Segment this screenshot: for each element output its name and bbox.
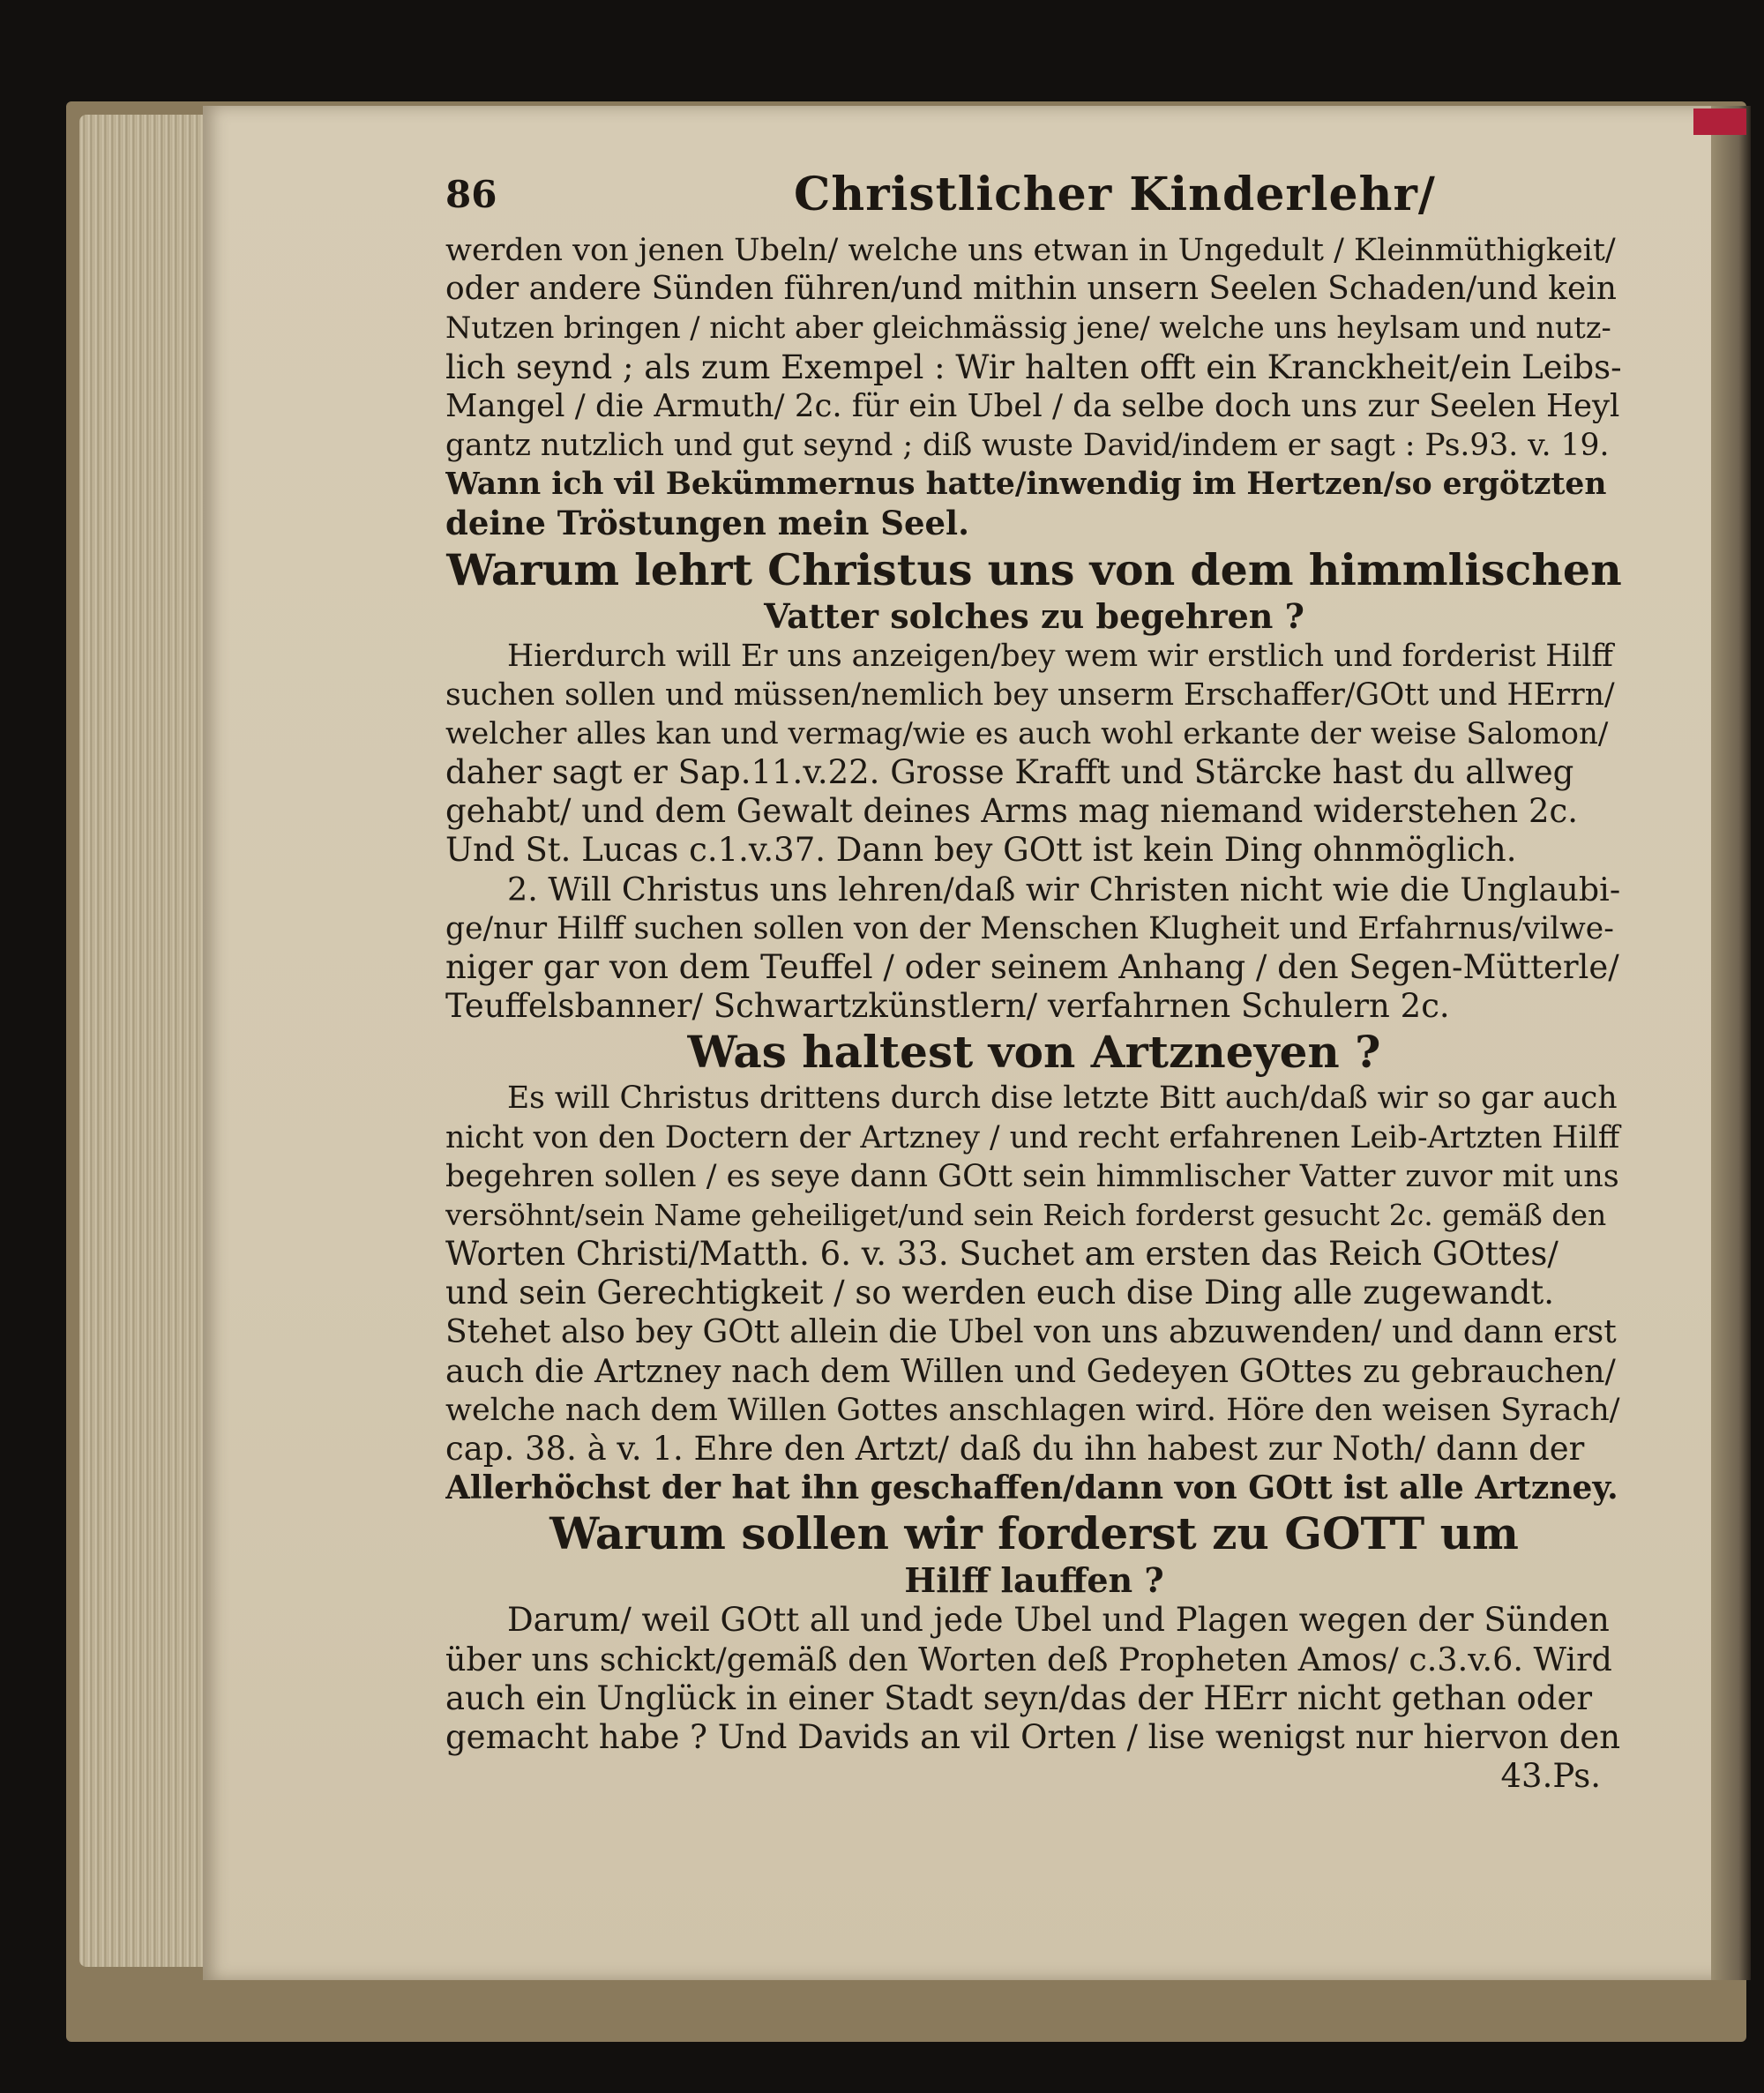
page-edges bbox=[79, 115, 220, 1967]
text-line: Stehet also bey GOtt allein die Ubel von uns abzuwenden/ und dann erst bbox=[445, 1313, 1617, 1350]
text-line: gemacht habe ? Und Davids an vil Orten / lise wenigst nur hiervon den bbox=[445, 1718, 1621, 1756]
text-line: gehabt/ und dem Gewalt deines Arms mag niemand widerstehen 2c. bbox=[445, 792, 1578, 831]
text-line: cap. 38. à v. 1. Ehre den Artzt/ daß du ihn habest zur Noth/ dann der bbox=[445, 1430, 1585, 1469]
text-line: daher sagt er Sap.11.v.22. Grosse Krafft und Stärcke hast du allweg bbox=[445, 753, 1574, 792]
text-line: versöhnt/sein Name geheiliget/und sein Reich forderst gesucht 2c. gemäß den bbox=[445, 1197, 1607, 1232]
question-heading: Warum lehrt Christus uns von dem himmlischen bbox=[446, 543, 1622, 595]
catchword: 43.Ps. bbox=[1500, 1757, 1601, 1796]
text-line: Es will Christus drittens durch dise letzte Bitt auch/daß wir so gar auch bbox=[507, 1080, 1618, 1117]
text-line: suchen sollen und müssen/nemlich bey unserm Erschaffer/GOtt und HErrn/ bbox=[445, 676, 1615, 713]
text-line: gantz nutzlich und gut seynd ; diß wuste David/indem er sagt : Ps.93. v. 19. bbox=[445, 427, 1610, 463]
text-line: und sein Gerechtigkeit / so werden euch dise Ding alle zugewandt. bbox=[445, 1274, 1554, 1312]
text-line: Nutzen bringen / nicht aber gleichmässig jene/ welche uns heylsam und nutz- bbox=[445, 310, 1611, 346]
question-heading-cont: Vatter solches zu begehren ? bbox=[764, 595, 1304, 636]
text-line: Wann ich vil Bekümmernus hatte/inwendig im Hertzen/so ergötzten bbox=[445, 467, 1607, 503]
text-line: 2. Will Christus uns lehren/daß wir Christen nicht wie die Unglaubi- bbox=[507, 870, 1621, 908]
text-line: oder andere Sünden führen/und mithin unsern Seelen Schaden/und kein bbox=[445, 271, 1617, 308]
bookmark-ribbon bbox=[1693, 108, 1746, 135]
text-line: nicht von den Doctern der Artzney / und recht erfahrenen Leib-Artzten Hilff bbox=[445, 1119, 1620, 1155]
text-line: werden von jenen Ubeln/ welche uns etwan in Ungedult / Kleinmüthigkeit/ bbox=[445, 233, 1616, 268]
text-line: über uns schickt/gemäß den Worten deß Propheten Amos/ c.3.v.6. Wird bbox=[445, 1640, 1612, 1678]
text-line: begehren sollen / es seye dann GOtt sein himmlischer Vatter zuvor mit uns bbox=[445, 1158, 1619, 1194]
text-line: Worten Christi/Matth. 6. v. 33. Suchet am ersten das Reich GOttes/ bbox=[445, 1235, 1558, 1274]
page-header bbox=[445, 168, 1623, 221]
question-heading: Was haltest von Artzneyen ? bbox=[687, 1026, 1381, 1079]
text-line: deine Tröstungen mein Seel. bbox=[445, 504, 969, 543]
text-line: auch ein Unglück in einer Stadt seyn/das der HErr nicht gethan oder bbox=[445, 1678, 1593, 1717]
page-number: 86 bbox=[445, 173, 497, 216]
text-line: niger gar von dem Teuffel / oder seinem Anhang / den Segen-Mütterle/ bbox=[445, 948, 1619, 986]
text-line: welcher alles kan und vermag/wie es auch wohl erkante der weise Salomon/ bbox=[445, 715, 1609, 751]
text-line: Darum/ weil GOtt all und jede Ubel und Plagen wegen der Sünden bbox=[507, 1601, 1610, 1640]
text-line: ge/nur Hilff suchen sollen von der Menschen Klugheit und Erfahrnus/vilwe- bbox=[445, 910, 1614, 946]
text-line: Hierdurch will Er uns anzeigen/bey wem wir erstlich und forderist Hilff bbox=[507, 638, 1613, 674]
running-title: Christlicher Kinderlehr/ bbox=[794, 168, 1436, 221]
text-line: Mangel / die Armuth/ 2c. für ein Ubel / da selbe doch uns zur Seelen Heyl bbox=[445, 387, 1620, 424]
page-gutter bbox=[1711, 106, 1751, 1980]
text-line: Und St. Lucas c.1.v.37. Dann bey GOtt ist kein Ding ohnmöglich. bbox=[445, 831, 1517, 870]
text-line: auch die Artzney nach dem Willen und Gedeyen GOttes zu gebrauchen/ bbox=[445, 1351, 1616, 1390]
page-body bbox=[445, 231, 1623, 1796]
text-line: Allerhöchst der hat ihn geschaffen/dann von GOtt ist alle Artzney. bbox=[445, 1469, 1618, 1507]
text-line: Teuffelsbanner/ Schwartzkünstlern/ verfahrnen Schulern 2c. bbox=[445, 987, 1450, 1026]
question-heading-cont: Hilff lauffen ? bbox=[904, 1560, 1164, 1601]
question-heading: Warum sollen wir forderst zu GOTT um bbox=[549, 1507, 1519, 1560]
text-line: welche nach dem Willen Gottes anschlagen wird. Höre den weisen Syrach/ bbox=[445, 1392, 1620, 1428]
text-line: lich seynd ; als zum Exempel : Wir halten offt ein Kranckheit/ein Leibs- bbox=[445, 348, 1622, 386]
